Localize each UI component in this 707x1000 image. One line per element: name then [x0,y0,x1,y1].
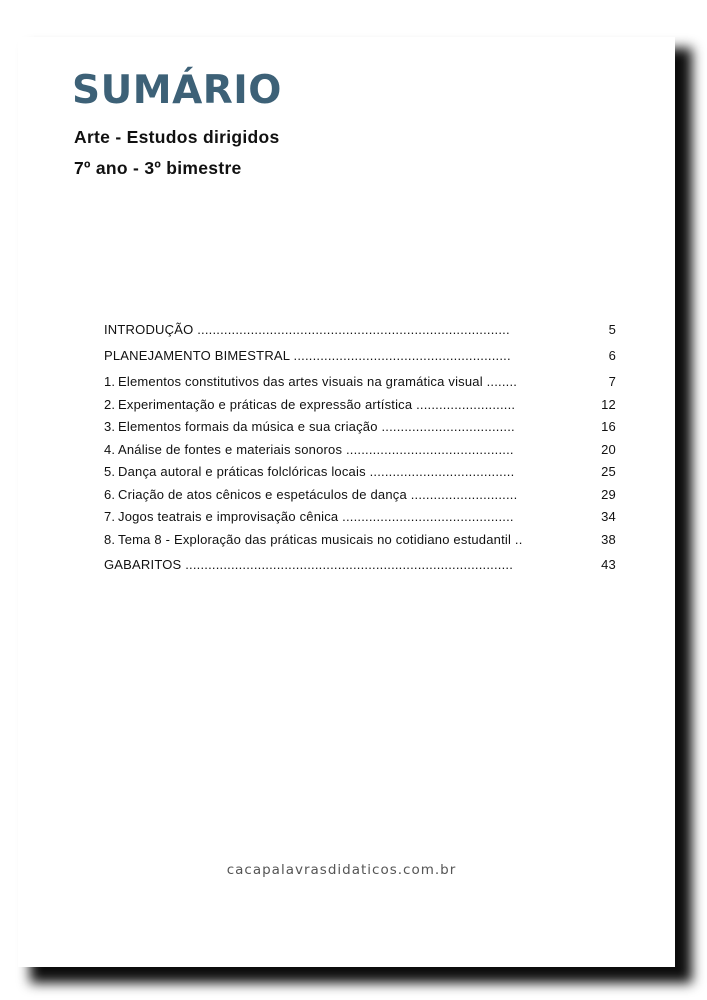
toc-entry-number: 7. [104,509,116,524]
toc-entry[interactable] [104,509,620,527]
toc-entry-page: 38 [601,531,616,547]
toc-entry-label: Experimentação e práticas de expressão artística .......................... [118,396,516,412]
toc-entry-page: 43 [601,557,616,572]
toc-entry[interactable] [104,532,620,550]
toc-entry-label: Tema 8 - Exploração das práticas musicais no cotidiano estudantil .. [118,531,523,547]
toc-entry-number: 8. [104,531,116,547]
toc-entry[interactable] [104,557,620,575]
toc-entry-page: 7 [608,374,616,389]
toc-entry-number: 5. [104,464,116,479]
toc-entry-label: INTRODUÇÃO .................................................................................. [104,322,510,337]
toc-entry-page: 29 [601,486,616,502]
toc-entry[interactable] [104,442,620,460]
toc-entry-page: 6 [608,348,616,363]
toc-entry[interactable] [104,464,620,482]
toc-entry-label: Análise de fontes e materiais sonoros ............................................ [118,441,514,457]
toc-entry-page: 12 [601,396,616,412]
subtitle-grade: 7º ano - 3º bimestre [74,158,242,178]
toc-entry[interactable] [104,348,620,366]
toc-entry-number: 6. [104,486,116,502]
toc-entry-page: 34 [601,509,616,524]
toc-entry-label: Jogos teatrais e improvisação cênica ............................................. [118,509,514,524]
toc-entry-number: 4. [104,441,116,457]
subtitle-subject: Arte - Estudos dirigidos [74,127,280,147]
toc-entry-label: Criação de atos cênicos e espetáculos de dança ............................ [118,486,518,502]
toc-entry-label: Elementos formais da música e sua criação ................................... [118,419,515,434]
toc-entry-label: PLANEJAMENTO BIMESTRAL ......................................................... [104,348,511,363]
toc-entry[interactable] [104,487,620,505]
toc-entry-label: Dança autoral e práticas folclóricas locais ...................................... [118,464,515,479]
toc-entry-number: 2. [104,396,116,412]
toc-entry[interactable] [104,374,620,392]
page-title: SUMÁRIO [72,68,282,113]
toc-entry[interactable] [104,322,620,340]
toc-entry-label: Elementos constitutivos das artes visuais na gramática visual ........ [118,374,518,389]
toc-entry-number: 1. [104,374,116,389]
toc-entry[interactable] [104,397,620,415]
toc-entry-page: 25 [601,464,616,479]
toc-entry-label: GABARITOS ...................................................................................... [104,557,514,572]
toc-entry-page: 16 [601,419,616,434]
toc-entry-number: 3. [104,419,116,434]
toc-entry-page: 5 [608,322,616,337]
toc-entry[interactable] [104,419,620,437]
toc-entry-page: 20 [601,441,616,457]
website-footer: cacapalavrasdidaticos.com.br [226,862,457,878]
